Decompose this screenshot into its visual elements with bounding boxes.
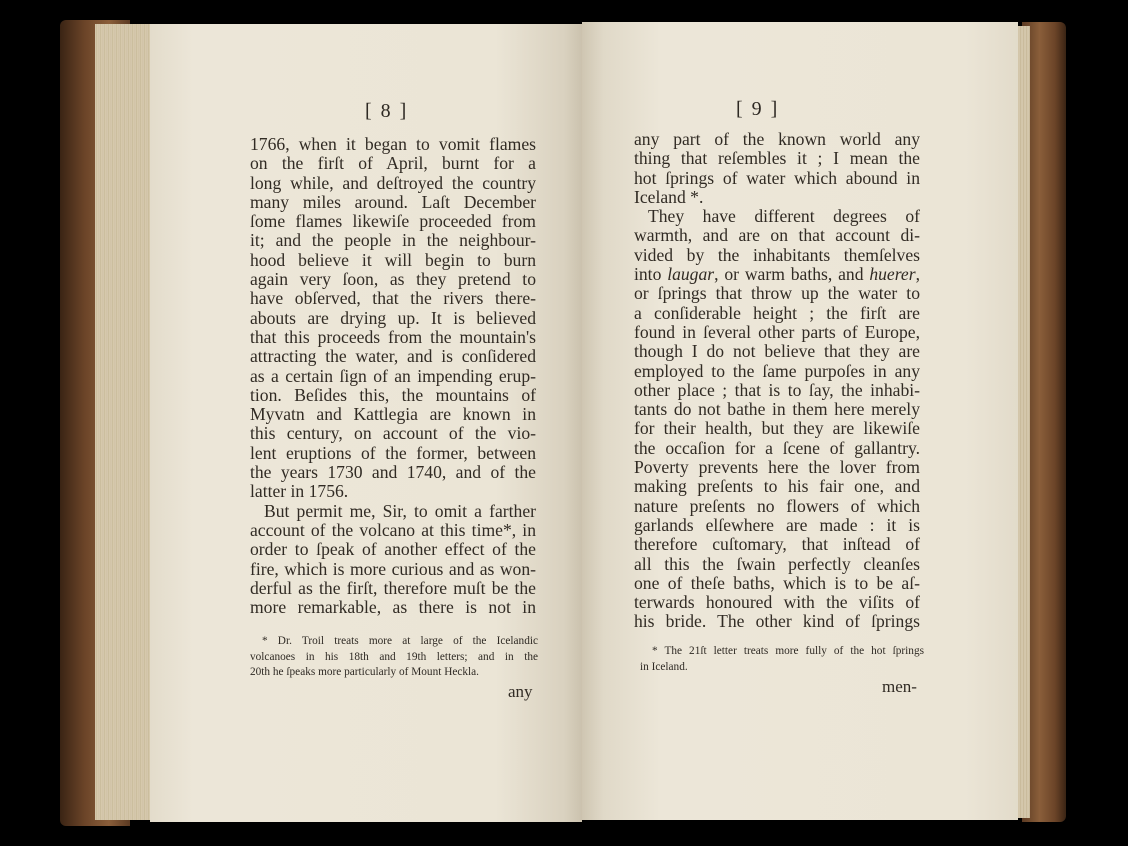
text-line: as a certain ſign of an impending erup- <box>250 365 536 386</box>
text-line: 1766, when it began to vomit flames <box>250 134 536 154</box>
text-line: nature preſents no flowers of which <box>634 495 920 516</box>
text-line: one of theſe baths, which is to be aſ- <box>634 572 920 593</box>
text-line: into laugar, or warm baths, and huerer, <box>634 264 920 285</box>
left-page-edges <box>95 24 155 820</box>
text-line: found in ſeveral other parts of Europe, <box>634 321 920 342</box>
footnote-line: 20th he ſpeaks more particularly of Mount Heckla. <box>250 666 480 678</box>
left-page-number: [ 8 ] <box>365 100 409 122</box>
right-page <box>582 22 1018 820</box>
left-page-body <box>250 135 536 617</box>
left-footnote <box>250 634 538 681</box>
footnote-line: * The 21ſt letter treats more fully of the hot ſprings <box>652 645 924 657</box>
text-line: again very ſoon, as they pretend to <box>250 269 536 290</box>
footnote-line: * Dr. Troil treats more at large of the Icelandic <box>262 635 538 647</box>
right-page-number: [ 9 ] <box>736 98 780 120</box>
right-footnote <box>640 644 924 675</box>
text-line: it; and the people in the neighbour- <box>250 230 536 251</box>
text-line: or ſprings that throw up the water to <box>634 283 920 304</box>
text-line: thing that reſembles it ; I mean the <box>634 148 920 169</box>
text-line: order to ſpeak of another effect of the <box>250 539 536 560</box>
text-line: the years 1730 and 1740, and of the <box>250 462 536 483</box>
text-line: though I do not believe that they are <box>634 341 920 362</box>
text-line: a conſiderable height ; the firſt are <box>634 302 920 323</box>
footnote-line: volcanoes in his 18th and 19th letters; and in the <box>250 650 538 663</box>
text-line: tants do not bathe in them here merely <box>634 399 920 420</box>
text-line: latter in 1756. <box>250 481 349 502</box>
text-line: the occaſion for a ſcene of gallantry. <box>634 437 920 458</box>
text-line: have obſerved, that the rivers there- <box>250 288 536 309</box>
text-line: therefore cuſtomary, that inſtead of <box>634 534 920 555</box>
text-line: more remarkable, as there is not in <box>250 597 536 618</box>
text-line: account of the volcano at this time*, in <box>250 519 536 540</box>
text-line: his bride. The other kind of ſprings <box>634 611 920 632</box>
text-line: tion. Beſides this, the mountains of <box>250 384 536 405</box>
text-line: employed to the ſame purpoſes in any <box>634 360 920 381</box>
right-catchword: men- <box>882 677 917 696</box>
text-line: lent eruptions of the former, between <box>250 442 536 463</box>
text-line: that this proceeds from the mountain's <box>250 326 536 347</box>
text-line: long while, and deſtroyed the country <box>250 172 536 193</box>
right-page-body <box>634 130 920 632</box>
text-line: But permit me, Sir, to omit a farther <box>264 500 536 521</box>
text-line: They have different degrees of <box>648 206 920 227</box>
text-line: Poverty prevents here the lover from <box>634 457 920 478</box>
text-line: derful as the firſt, therefore muſt be the <box>250 577 536 598</box>
text-line: fire, which is more curious and as won- <box>250 558 536 579</box>
text-line: Myvatn and Kattlegia are known in <box>250 404 536 425</box>
left-page <box>150 24 582 822</box>
text-line: garlands elſewhere are made : it is <box>634 514 920 535</box>
text-line: Iceland *. <box>634 186 704 207</box>
text-line: on the firſt of April, burnt for a <box>250 153 536 174</box>
text-line: abouts are drying up. It is believed <box>250 307 536 328</box>
footnote-line: in Iceland. <box>640 660 688 673</box>
text-line: other place ; that is to ſay, the inhabi- <box>634 379 920 400</box>
text-line: hood believe it will begin to burn <box>250 249 536 270</box>
text-line: attracting the water, and is conſidered <box>250 346 536 367</box>
text-line: this century, on account of the vio- <box>250 423 536 444</box>
text-line: terwards honoured with the viſits of <box>634 592 920 613</box>
text-line: any part of the known world any <box>634 129 920 149</box>
left-catchword: any <box>508 682 533 701</box>
text-line: hot ſprings of water which abound in <box>634 167 920 188</box>
text-line: all this the ſwain perfectly cleanſes <box>634 553 920 574</box>
text-line: ſome flames likewiſe proceeded from <box>250 211 536 232</box>
text-line: many miles around. Laſt December <box>250 191 536 212</box>
text-line: warmth, and are on that account di- <box>634 225 920 246</box>
text-line: making preſents to his fair one, and <box>634 476 920 497</box>
text-line: for their health, but they are likewiſe <box>634 418 920 439</box>
text-line: vided by the inhabitants themſelves <box>634 244 920 265</box>
